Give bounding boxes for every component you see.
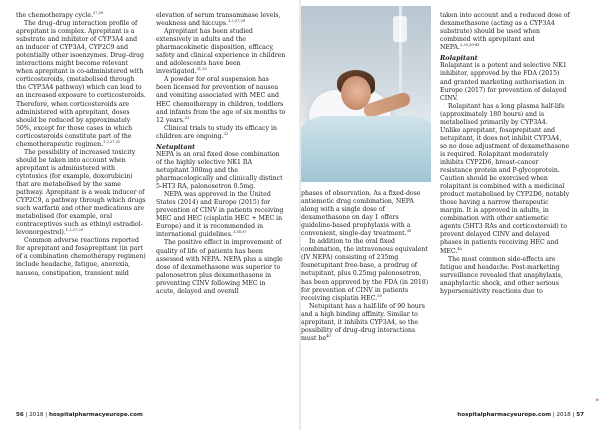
paragraph: NEPA was approved in the United States (2014) and Europe (2015) for prevention of CINV in patients receiving MEC and HEC (cisplatin HEC + MEC in Europe) and it is recommended in international guidelines.$^{3,34-37}$: [156, 191, 284, 239]
section-heading-netupitant: Netupitant: [156, 142, 196, 151]
patient-photo: [301, 6, 431, 182]
paragraph: Netupitant has a half-life of 90 hours and a high binding affinity. Similar to aprepitant, it inhibits CYP3A4, so the possibility of drug–drug interactions must $be^{40}$: [301, 302, 425, 342]
paragraph: A powder for oral suspension has been licensed for prevention of nausea and vomiting associated with MEC and HEC chemotherapy in children, toddlers and infants from the age of six months to 12 years.$^{33}$: [156, 76, 286, 124]
paragraph: In addition to the oral fixed combination, the intravenous equivalent (IV NEPA) consisting of 235mg fosnetupitant free-base, a prodrug of netupitant, plus 0.25mg palonosetron, has been approved by the FDA (in 2018) for prevention of CINV in patients receiving cisplatin HEC.$^{39}$: [301, 238, 429, 302]
section-heading-rolapitant: Rolapitant: [440, 54, 478, 63]
paragraph: Rolapitant has a long plasma half-life (approximately 180 hours) and is metabolised primarily by CYP3A4. Unlike aprepitant, fosaprepitant and netupitant, it does not inhibit CYP3A4, so no dose adjustment of dexamethasone is required. Rolapitant moderately inhibits CYP2D6, breast-cancer resistance protein and P-glycoprotein. Caution should be exercised when rolapitant is combined with a medicinal product metabolised by CYP2D6, notably those having a narrow therapeutic margin. It is approved in adults, in combination with other antiemetic agents (5HT3 RAs and corticosteroid) to prevent delayed CINV and delayed phases in patients receiving HEC and MEC.$^{40}$: [440, 102, 570, 255]
right-page-footer: hospitalpharmacyeurope.com | 2018 | 57: [457, 412, 584, 418]
iv-bag: [393, 16, 407, 42]
paragraph: The drug–drug interaction profile of aprepitant is complex. Aprepitant is a substrate and inhibitor of CYP3A4 and an inducer of CYP3A4, CYP2C9 and potentially other isoenzymes. Drug–drug interactions might become relevant when aprepitant is co-administered with corticosteroids, (metabolised through the CYP3A4 pathway) which can lead to an increased exposure to corticosteroids. Therefore, when corticosteroids are administered with aprepitant, doses should be reduced by approximately 50%, except for those cases in which corticosteroids constitute part of the chemotherapeutic regimen.$^{1,2,27,31}$: [16, 20, 146, 148]
right-column-1: [301, 190, 431, 343]
paragraph: phases of observation. As a fixed-dose antiemetic drug combination, NEPA along with a single dose of dexamethasone on day 1 offers guideline-based prophylaxis with a convenient, single-day treatment.$^{38}$: [301, 190, 421, 238]
paragraph: Clinical trials to study its efficacy in children are ongoing.$^{32}$: [156, 124, 277, 140]
continue-arrow-icon[interactable]: »: [595, 396, 600, 404]
paragraph: taken into account and a reduced dose of dexamethasone (acting as a CYP3A4 substrate) should be used when combined with aprepitant and NEPA.$^{2,33,39-43}$: [440, 12, 570, 52]
left-page: [0, 0, 299, 430]
blanket: [301, 116, 431, 182]
paragraph: Aprepitant has been studied extensively in adults and the pharmacokinetic disposition, efficacy, safety and clinical experience in children and adolescents have been investigated.$^{31,32}$: [156, 28, 286, 76]
paragraph: Common adverse reactions reported for aprepitant and fosaprepitant (in part of a combination chemotherapy regimen) include headache, fatigue, anorexia, nausea, constipation, transient mild: [16, 237, 146, 277]
paragraph: The most common side-effects are fatigue and headache. Post-marketing surveillance revealed that anaphylaxis, anaphylactic shock, and other serious hypersensitivity reactions due to: [440, 255, 563, 295]
right-page: [301, 0, 600, 430]
paragraph: Rolapitant is a potent and selective NK1 inhibitor, approved by the FDA (2015) and granted marketing authorisation in Europe (2017) for prevention of delayed CINV.: [440, 62, 567, 102]
paragraph: NEPA is an oral fixed dose combination of the highly selective NK1 RA netupitant 300mg and the pharmacologically and clinically distinct 5-HT3 RA, palonosetron 0.5mg.: [156, 150, 283, 191]
paragraph: The positive effect in improvement of quality of life of patients has been assessed with NEPA. NEPA plus a single dose of dexamethasone was superior to palonosetron plus dexamethasone in preventing CINV following MEC in acute, delayed and overall: [156, 239, 283, 295]
paragraph: elevation of serum transaminase levels, weakness and hiccups.$^{1,2,27,29}$: [156, 12, 281, 28]
left-column-2: [156, 12, 286, 296]
left-column-1: [16, 12, 146, 278]
right-column-2: [440, 12, 570, 296]
paragraph: The possibility of increased toxicity should be taken into account when aprepitant is administered with cytotoxics (for example, doxorubicin) that are metabolised by the same pathway. Aprepitant is a weak inducer of CYP2C9, a pathway through which drugs such warfarin and other medications are metabolised (for example, oral contraceptives such as ethinyl estradiol-levonorgestrel).$^{1,2,27,29}$: [16, 148, 146, 237]
left-page-footer: 56 | 2018 | hospitalpharmacyeurope.com: [16, 412, 143, 418]
paragraph: the chemotherapy cycle.$^{27,29}$: [16, 10, 104, 19]
